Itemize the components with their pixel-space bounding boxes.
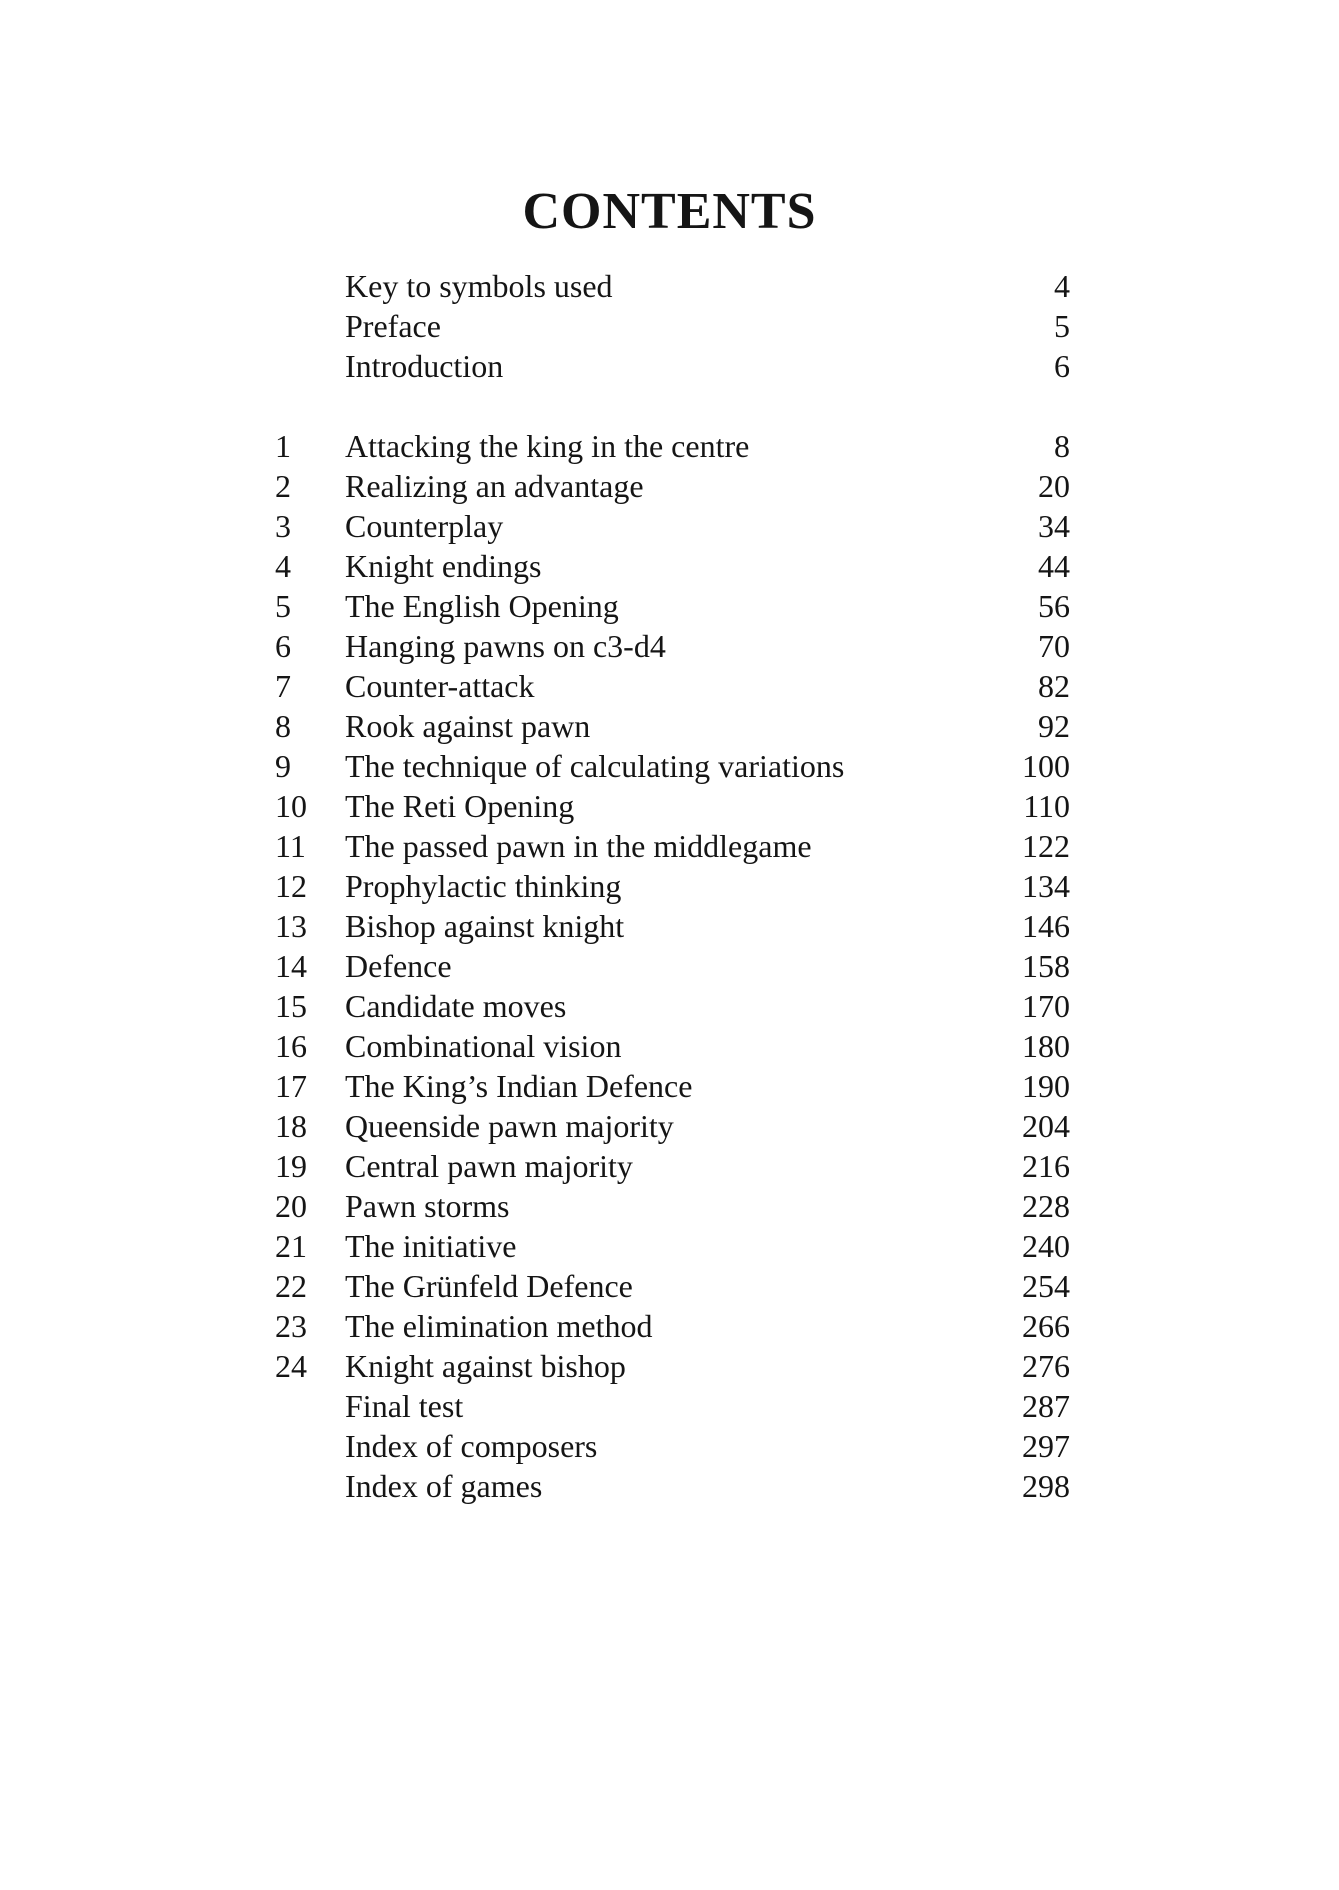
toc-entry bbox=[275, 746, 1070, 786]
chapter-number bbox=[275, 306, 345, 346]
entry-title: Combinational vision bbox=[345, 1028, 622, 1064]
chapter-number: 14 bbox=[275, 948, 307, 984]
toc-entry bbox=[275, 1146, 1070, 1186]
chapter-number: 5 bbox=[275, 588, 291, 624]
page-number: 276 bbox=[1022, 1348, 1070, 1384]
chapter-number: 13 bbox=[275, 908, 307, 944]
page-number: 100 bbox=[1022, 748, 1070, 784]
entry-title: The King’s Indian Defence bbox=[345, 1068, 693, 1104]
chapter-number: 4 bbox=[275, 548, 291, 584]
entry-title: The Grünfeld Defence bbox=[345, 1268, 633, 1304]
entry-title: Attacking the king in the centre bbox=[345, 428, 750, 464]
toc-front-matter-group bbox=[275, 266, 1070, 386]
chapter-number: 12 bbox=[275, 868, 307, 904]
toc-entry bbox=[275, 306, 1070, 346]
toc-entry bbox=[275, 1226, 1070, 1266]
chapter-number bbox=[275, 1386, 345, 1426]
toc-entry bbox=[275, 826, 1070, 866]
toc-entry bbox=[275, 706, 1070, 746]
page-number: 158 bbox=[1022, 948, 1070, 984]
chapter-number: 19 bbox=[275, 1148, 307, 1184]
chapter-number: 21 bbox=[275, 1228, 307, 1264]
entry-title: The elimination method bbox=[345, 1308, 653, 1344]
toc-entry bbox=[275, 666, 1070, 706]
toc-entry bbox=[275, 346, 1070, 386]
chapter-number bbox=[275, 1466, 345, 1506]
chapter-number: 7 bbox=[275, 668, 291, 704]
page-number: 298 bbox=[1022, 1468, 1070, 1504]
page-number: 122 bbox=[1022, 828, 1070, 864]
chapter-number: 10 bbox=[275, 788, 307, 824]
toc-entry bbox=[275, 786, 1070, 826]
toc-entry bbox=[275, 506, 1070, 546]
page-number: 190 bbox=[1022, 1068, 1070, 1104]
page-number: 146 bbox=[1022, 908, 1070, 944]
toc-entry bbox=[275, 1066, 1070, 1106]
toc-entry bbox=[275, 1466, 1070, 1506]
page-number: 254 bbox=[1022, 1268, 1070, 1304]
page-number: 110 bbox=[1023, 788, 1070, 824]
entry-title: The Reti Opening bbox=[345, 788, 575, 824]
toc-entry bbox=[275, 1266, 1070, 1306]
page-number: 180 bbox=[1022, 1028, 1070, 1064]
toc-entry bbox=[275, 426, 1070, 466]
chapter-number: 15 bbox=[275, 988, 307, 1024]
toc-entry bbox=[275, 1426, 1070, 1466]
entry-title: Knight endings bbox=[345, 548, 542, 584]
page-number: 170 bbox=[1022, 988, 1070, 1024]
entry-title: Counterplay bbox=[345, 508, 504, 544]
chapter-number: 9 bbox=[275, 748, 291, 784]
chapter-number: 24 bbox=[275, 1348, 307, 1384]
toc-entry bbox=[275, 1106, 1070, 1146]
chapter-number: 22 bbox=[275, 1268, 307, 1304]
entry-title: Pawn storms bbox=[345, 1188, 510, 1224]
entry-title: The passed pawn in the middlegame bbox=[345, 828, 812, 864]
page-number: 92 bbox=[1038, 708, 1070, 744]
page-number: 297 bbox=[1022, 1428, 1070, 1464]
toc-entry bbox=[275, 546, 1070, 586]
entry-title: Key to symbols used bbox=[345, 268, 613, 304]
page-title: CONTENTS bbox=[522, 183, 817, 240]
toc-entry bbox=[275, 466, 1070, 506]
chapter-number: 8 bbox=[275, 708, 291, 744]
page-number: 44 bbox=[1038, 548, 1070, 584]
page-number: 216 bbox=[1022, 1148, 1070, 1184]
toc-entry bbox=[275, 1186, 1070, 1226]
entry-title: Rook against pawn bbox=[345, 708, 591, 744]
chapter-number: 3 bbox=[275, 508, 291, 544]
entry-title: Index of composers bbox=[345, 1428, 598, 1464]
entry-title: The English Opening bbox=[345, 588, 619, 624]
entry-title: Bishop against knight bbox=[345, 908, 625, 944]
page-number: 240 bbox=[1022, 1228, 1070, 1264]
toc-entry bbox=[275, 866, 1070, 906]
page-number: 20 bbox=[1038, 468, 1070, 504]
toc-entry bbox=[275, 626, 1070, 666]
page-number: 5 bbox=[1054, 308, 1070, 344]
chapter-number: 16 bbox=[275, 1028, 307, 1064]
chapter-number: 2 bbox=[275, 468, 291, 504]
section-gap bbox=[275, 386, 1070, 426]
entry-title: Defence bbox=[345, 948, 452, 984]
page-number: 8 bbox=[1054, 428, 1070, 464]
entry-title: Realizing an advantage bbox=[345, 468, 644, 504]
page-number: 287 bbox=[1022, 1388, 1070, 1424]
toc-entry bbox=[275, 946, 1070, 986]
page-number: 70 bbox=[1038, 628, 1070, 664]
entry-title: The technique of calculating variations bbox=[345, 748, 845, 784]
chapter-number: 17 bbox=[275, 1068, 307, 1104]
toc-entry bbox=[275, 986, 1070, 1026]
entry-title: Queenside pawn majority bbox=[345, 1108, 674, 1144]
toc-entry bbox=[275, 1386, 1070, 1426]
page-number: 56 bbox=[1038, 588, 1070, 624]
toc-entry bbox=[275, 266, 1070, 306]
page-number: 4 bbox=[1054, 268, 1070, 304]
chapter-number: 1 bbox=[275, 428, 291, 464]
toc-entry bbox=[275, 1306, 1070, 1346]
page-number: 6 bbox=[1054, 348, 1070, 384]
page-number: 82 bbox=[1038, 668, 1070, 704]
entry-title: Knight against bishop bbox=[345, 1348, 626, 1384]
toc-chapters-group bbox=[275, 426, 1070, 1506]
entry-title: Hanging pawns on c3-d4 bbox=[345, 628, 666, 664]
chapter-number: 11 bbox=[275, 828, 306, 864]
entry-title: The initiative bbox=[345, 1228, 517, 1264]
entry-title: Candidate moves bbox=[345, 988, 567, 1024]
page-number: 204 bbox=[1022, 1108, 1070, 1144]
page-number: 266 bbox=[1022, 1308, 1070, 1344]
chapter-number bbox=[275, 346, 345, 386]
chapter-number: 23 bbox=[275, 1308, 307, 1344]
chapter-number: 18 bbox=[275, 1108, 307, 1144]
entry-title: Index of games bbox=[345, 1468, 543, 1504]
entry-title: Prophylactic thinking bbox=[345, 868, 622, 904]
entry-title: Counter-attack bbox=[345, 668, 535, 704]
chapter-number bbox=[275, 1426, 345, 1466]
entry-title: Introduction bbox=[345, 348, 504, 384]
toc-entry bbox=[275, 1026, 1070, 1066]
page-number: 34 bbox=[1038, 508, 1070, 544]
toc-entry bbox=[275, 586, 1070, 626]
toc-entry bbox=[275, 906, 1070, 946]
page-number: 228 bbox=[1022, 1188, 1070, 1224]
table-of-contents bbox=[275, 266, 1070, 1506]
toc-entry bbox=[275, 1346, 1070, 1386]
chapter-number: 6 bbox=[275, 628, 291, 664]
entry-title: Central pawn majority bbox=[345, 1148, 633, 1184]
page-number: 134 bbox=[1022, 868, 1070, 904]
entry-title: Preface bbox=[345, 308, 441, 344]
entry-title: Final test bbox=[345, 1388, 464, 1424]
chapter-number bbox=[275, 266, 345, 306]
chapter-number: 20 bbox=[275, 1188, 307, 1224]
